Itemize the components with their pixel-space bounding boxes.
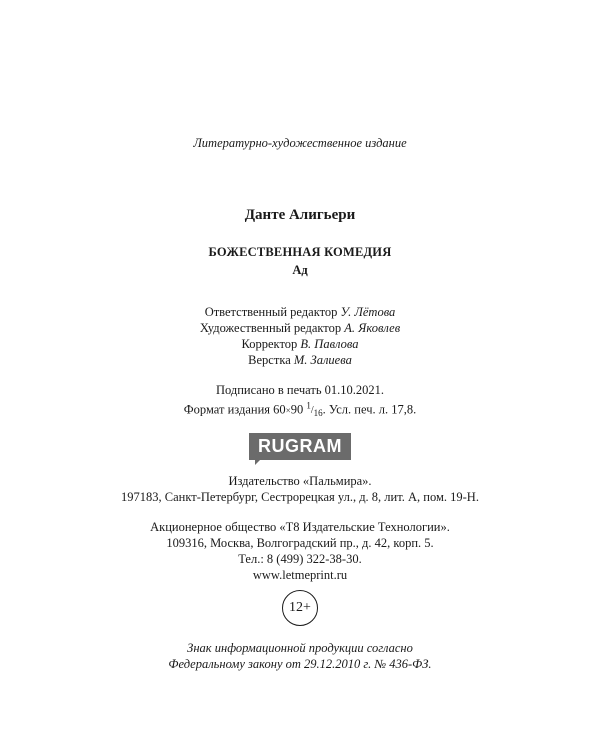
format-multiplier: × xyxy=(285,405,291,416)
book-title: БОЖЕСТВЕННАЯ КОМЕДИЯ xyxy=(208,245,392,259)
printer-website: www.letmeprint.ru xyxy=(252,568,348,582)
credit-role: Корректор xyxy=(241,337,298,351)
fraction-numerator: 1 xyxy=(306,401,311,411)
format-prefix: Формат издания 60 xyxy=(183,402,286,417)
law-note-line-2: Федеральному закону от 29.12.2010 г. № 436-ФЗ. xyxy=(168,657,432,671)
printer-name: Акционерное общество «Т8 Издательские Технологии». xyxy=(150,520,450,534)
publisher-address: 197183, Санкт-Петербург, Сестрорецкая ул., д. 8, лит. А, пом. 19-Н. xyxy=(121,490,479,504)
credit-art-editor xyxy=(0,320,600,336)
book-author: Данте Алигьери xyxy=(244,207,356,223)
book-subtitle: Ад xyxy=(292,263,308,277)
fraction-denominator: 16 xyxy=(313,408,323,419)
format-suffix: . Усл. печ. л. 17,8. xyxy=(322,402,417,417)
format-fraction xyxy=(306,401,323,419)
law-note-line-1: Знак информационной продукции согласно xyxy=(187,641,413,655)
credit-role: Художественный редактор xyxy=(199,321,342,335)
credit-name: У. Лётова xyxy=(340,305,396,319)
credit-name: А. Яковлев xyxy=(344,321,401,335)
credit-proofreader xyxy=(0,336,600,352)
age-rating-badge: 12+ xyxy=(282,590,318,626)
printer-phone: Тел.: 8 (499) 322-38-30. xyxy=(238,552,362,566)
logo-container xyxy=(0,433,600,460)
edition-type: Литературно-художественное издание xyxy=(193,136,407,150)
rugram-logo: RUGRAM xyxy=(249,433,351,460)
credit-role: Верстка xyxy=(248,353,291,367)
credit-role: Ответственный редактор xyxy=(204,305,338,319)
credit-editor-in-charge xyxy=(0,304,600,320)
publisher-name: Издательство «Пальмира». xyxy=(228,474,372,488)
age-rating-container xyxy=(0,590,600,626)
printer-address: 109316, Москва, Волгоградский пр., д. 42, корп. 5. xyxy=(166,536,434,550)
credit-layout xyxy=(0,352,600,368)
credit-name: В. Павлова xyxy=(300,337,359,351)
format-mid: 90 xyxy=(290,402,307,417)
credit-name: М. Залиева xyxy=(293,353,352,367)
print-signed: Подписано в печать 01.10.2021. xyxy=(215,383,385,397)
fraction-slash: / xyxy=(310,405,314,417)
edition-format xyxy=(0,398,600,421)
